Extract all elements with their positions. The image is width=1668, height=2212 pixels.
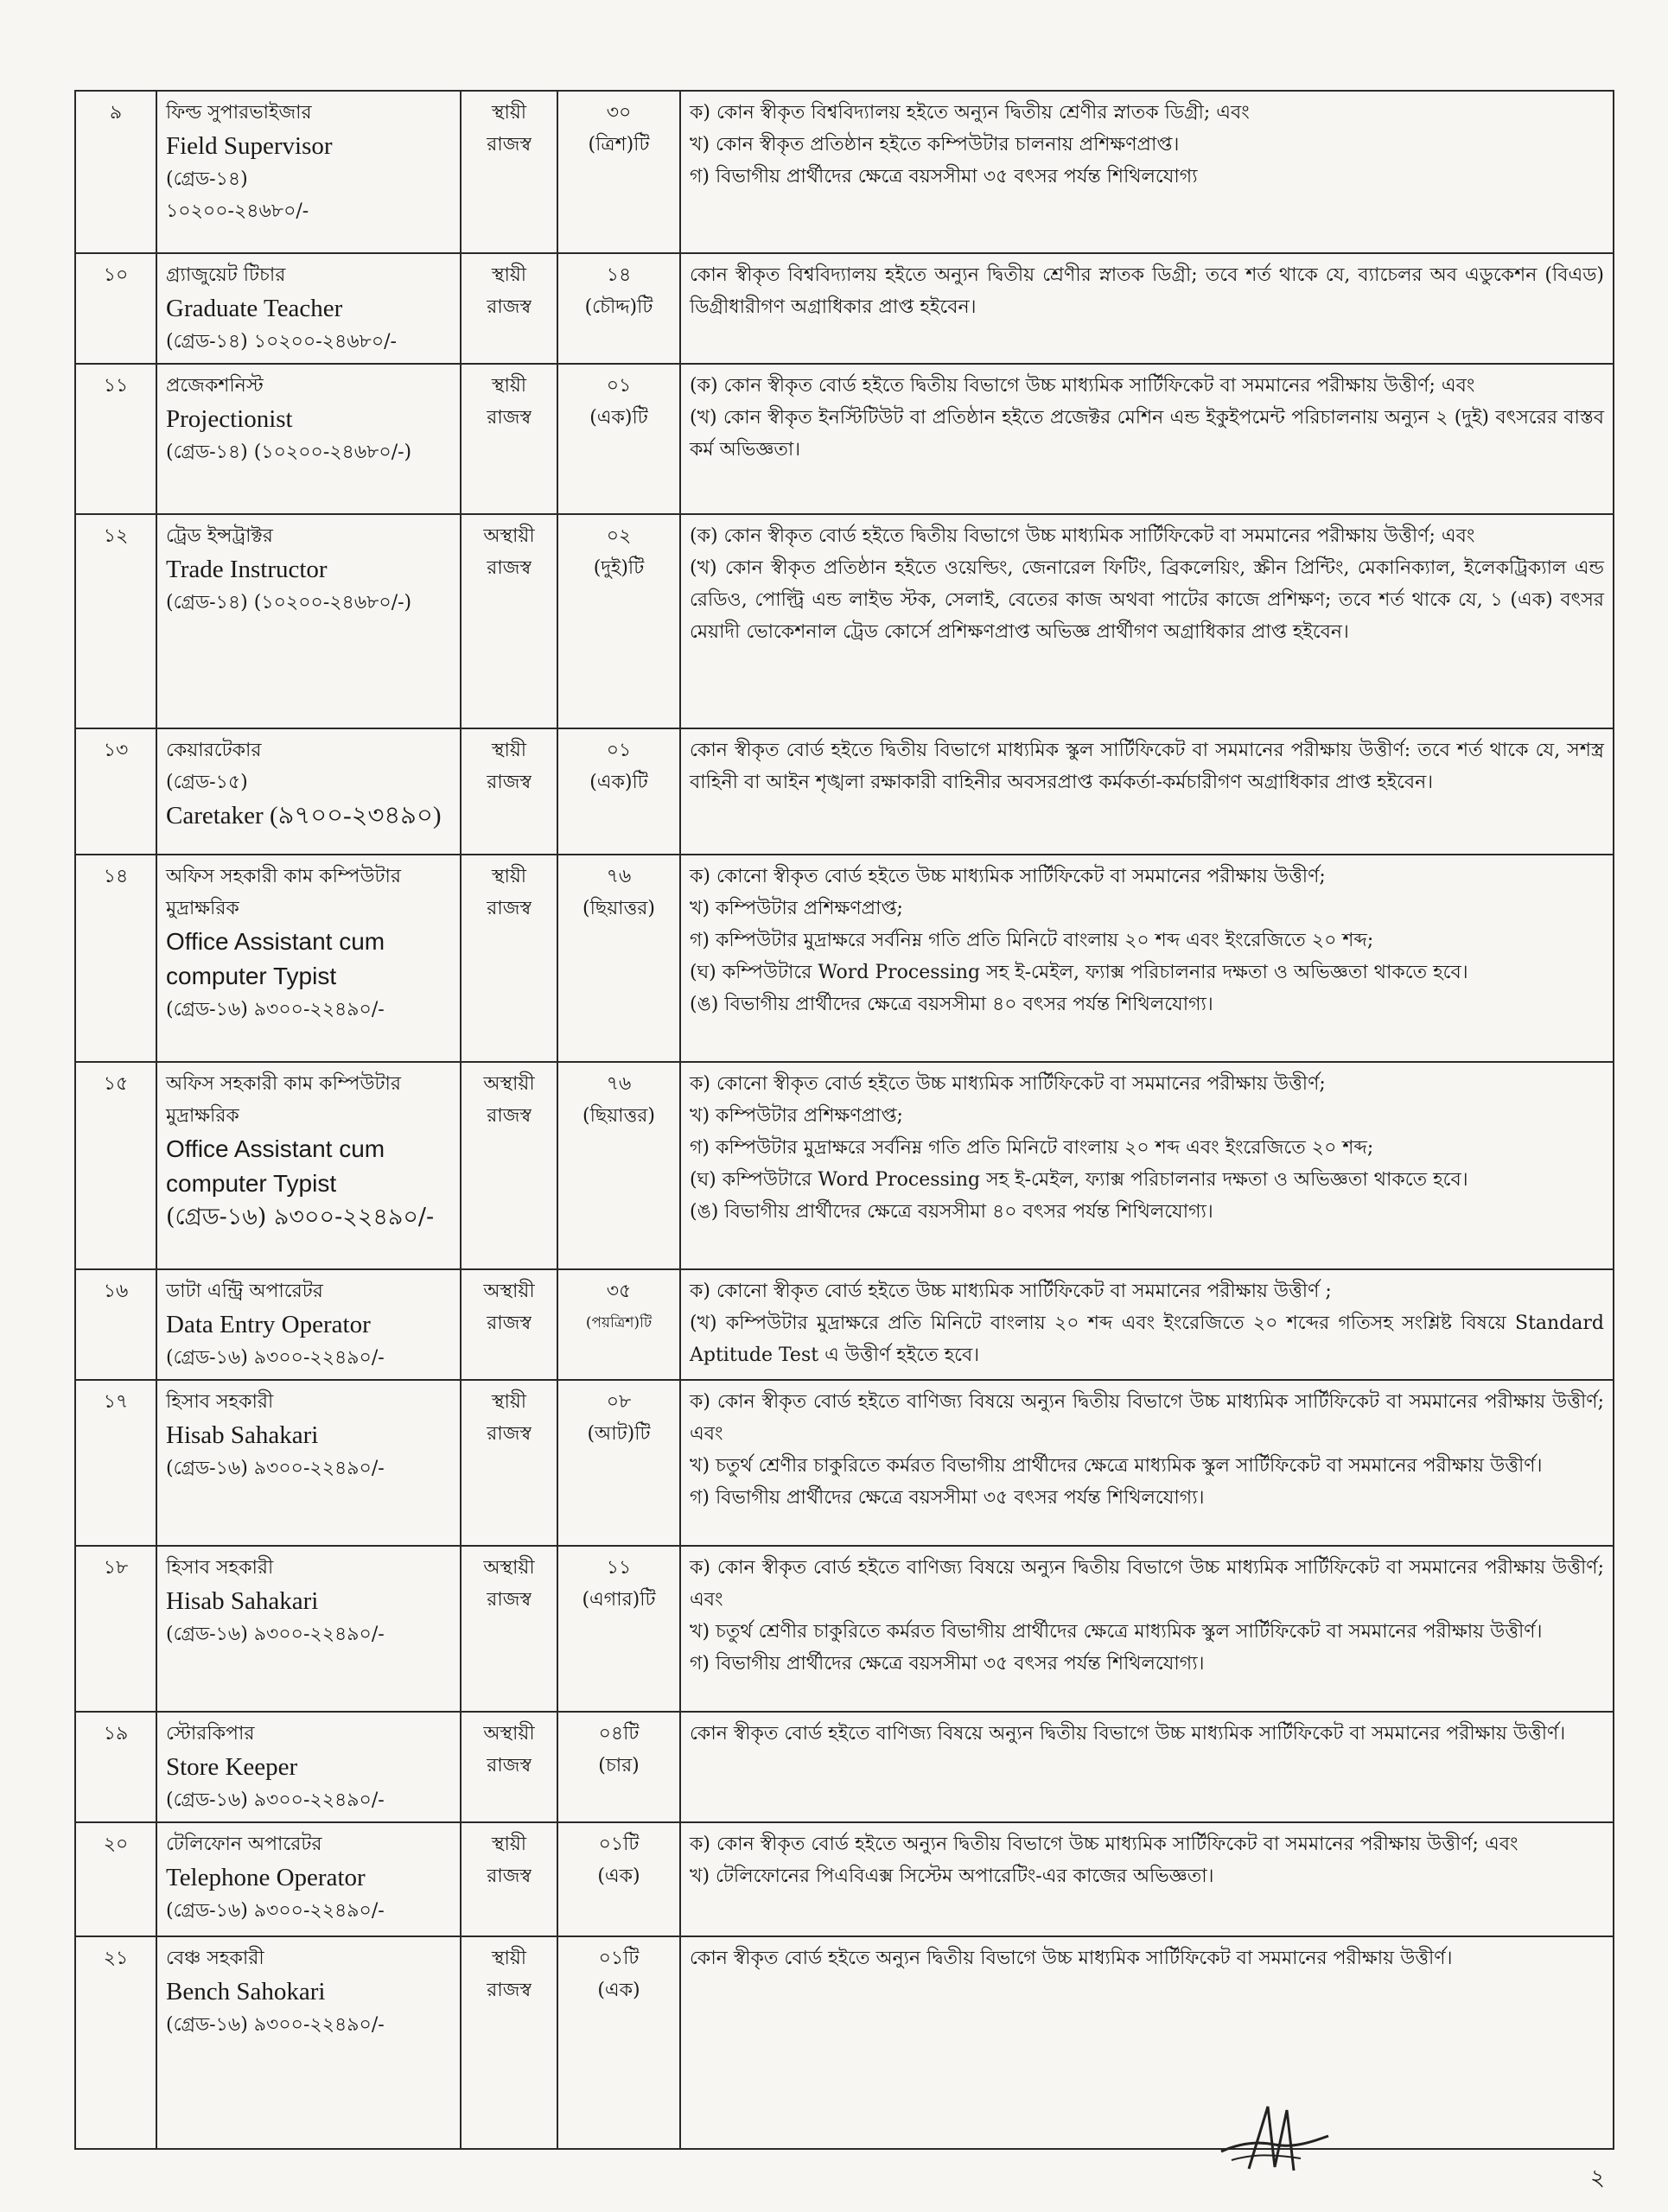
post-name-en: Trade Instructor [166, 556, 328, 583]
post-type: অস্থায়ী [483, 1557, 535, 1579]
post-count: (এক)টি [589, 772, 648, 793]
serial-number: ৯ [109, 102, 123, 124]
serial-cell [75, 1712, 156, 1822]
post-count: ০৮ [606, 1391, 632, 1413]
post-name-bn: প্রজেকশনিস্ট [166, 375, 264, 397]
qualification-cell [680, 1269, 1614, 1380]
post-type: রাজস্ব [487, 1980, 532, 2001]
post-grade: (গ্রেড-১৫) [166, 772, 248, 793]
serial-number: ১৮ [103, 1557, 129, 1579]
post-count-cell [557, 1936, 680, 2149]
post-type: রাজস্ব [487, 1866, 532, 1887]
qualification-item: ক) কোনো স্বীকৃত বোর্ড হইতে উচ্চ মাধ্যমিক সার্টিফিকেট বা সমমানের পরীক্ষায় উত্তীর্ণ; [690, 866, 1326, 887]
table-row [75, 1269, 1614, 1380]
serial-cell [75, 1822, 156, 1936]
post-cell [156, 1822, 461, 1936]
post-type: অস্থায়ী [483, 1073, 535, 1095]
post-count: ৭৬ [606, 1073, 632, 1095]
qualification-item: খ) টেলিফোনের পিএবিএক্স সিস্টেম অপারেটিং-এর কাজের অভিজ্ঞতা। [690, 1866, 1214, 1887]
post-grade: ১০২০০-২৪৬৮০/- [166, 200, 309, 222]
post-count: (আট)টি [587, 1423, 651, 1445]
table-row [75, 1062, 1614, 1269]
qualification-item: ক) কোন স্বীকৃত বিশ্ববিদ্যালয় হইতে অন্যুন দ্বিতীয় শ্রেণীর স্নাতক ডিগ্রী; এবং [690, 102, 1250, 124]
serial-cell [75, 1936, 156, 2149]
table-row [75, 1380, 1614, 1546]
post-count: (ছিয়াত্তর) [583, 1105, 655, 1127]
serial-number: ১৫ [103, 1073, 129, 1095]
post-name-bn: বেঞ্চ সহকারী [166, 1948, 264, 1969]
qualification-item: কোন স্বীকৃত বোর্ড হইতে বাণিজ্য বিষয়ে অন্যুন দ্বিতীয় বিভাগে উচ্চ মাধ্যমিক সার্টিফিকেট বা সমমানের পরীক্ষায় উত্তীর্ণ। [690, 1723, 1566, 1745]
post-grade: (গ্রেড-১৪) (১০২০০-২৪৬৮০/-) [166, 592, 412, 613]
serial-cell [75, 1269, 156, 1380]
post-name-bn: ডাটা এন্ট্রি অপারেটর [166, 1281, 323, 1302]
qualification-item: ক) কোনো স্বীকৃত বোর্ড হইতে উচ্চ মাধ্যমিক সার্টিফিকেট বা সমমানের পরীক্ষায় উত্তীর্ণ ; [690, 1281, 1332, 1302]
post-type: রাজস্ব [487, 772, 532, 793]
table-row [75, 91, 1614, 253]
qualification-item: গ) বিভাগীয় প্রার্থীদের ক্ষেত্রে বয়সসীমা ৩৫ বৎসর পর্যন্ত শিথিলযোগ্য। [690, 1487, 1205, 1509]
post-name-bn: টেলিফোন অপারেটর [166, 1834, 322, 1855]
post-count: (পয়ত্রিশ)টি [585, 1314, 653, 1332]
post-type: রাজস্ব [487, 1313, 532, 1334]
post-grade: (গ্রেড-১৬) ৯৩০০-২২৪৯০/- [166, 1204, 435, 1230]
qualification-cell [680, 253, 1614, 364]
qualification-item: (খ) কোন স্বীকৃত প্রতিষ্ঠান হইতে ওয়েল্ডিং, জেনারেল ফিটিং, ব্রিকলেয়িং, স্ক্রীন প্রিন্টিং, মেকানিক্যাল, ইলেকট্রিক্যাল এন্ড রেডিও, পোল্ট্রি এন্ড লাইভ স্টক, সেলাই, বেতের কাজ অথবা পাটের কাজে প্রশিক্ষণ; তবে শর্ত থাকে যে, ১ (এক) বৎসর মেয়াদী ভোকেশনাল ট্রেড কোর্সে প্রশিক্ষণপ্রাপ্ত অভিজ্ঞ প্রার্থীগণ অগ্রাধিকার প্রাপ্ত হইবেন। [690, 557, 1604, 643]
post-count: ৭৬ [606, 866, 632, 887]
post-type: রাজস্ব [487, 1105, 532, 1127]
table-row [75, 855, 1614, 1062]
post-type: রাজস্ব [487, 898, 532, 919]
qualification-cell [680, 1936, 1614, 2149]
post-type: স্থায়ী [491, 102, 527, 124]
post-cell [156, 253, 461, 364]
serial-cell [75, 253, 156, 364]
post-grade: (গ্রেড-১৬) ৯৩০০-২২৪৯০/- [166, 2014, 385, 2036]
post-type: রাজস্ব [487, 557, 532, 579]
signature [1214, 2091, 1335, 2186]
post-name-en: Office Assistant cum computer Typist [166, 928, 385, 989]
post-cell [156, 1546, 461, 1712]
qualification-cell [680, 855, 1614, 1062]
post-grade: (গ্রেড-১৬) ৯৩০০-২২৪৯০/- [166, 999, 385, 1020]
post-name-bn: ট্রেড ইন্সট্রাক্টর [166, 525, 273, 547]
serial-number: ১২ [103, 525, 129, 547]
serial-cell [75, 728, 156, 855]
serial-number: ১৭ [103, 1391, 129, 1413]
qualification-cell [680, 1546, 1614, 1712]
post-count: ০১টি [598, 1834, 640, 1855]
post-cell [156, 1269, 461, 1380]
table-row [75, 1546, 1614, 1712]
qualification-item: ক) কোন স্বীকৃত বোর্ড হইতে বাণিজ্য বিষয়ে অন্যুন দ্বিতীয় বিভাগে উচ্চ মাধ্যমিক সার্টিফিকেট বা সমমানের পরীক্ষায় উত্তীর্ণ; এবং [690, 1391, 1604, 1445]
serial-cell [75, 1380, 156, 1546]
serial-cell [75, 1062, 156, 1269]
post-cell [156, 1062, 461, 1269]
post-name-bn: হিসাব সহকারী [166, 1557, 274, 1579]
post-count-cell [557, 514, 680, 728]
qualification-item: গ) বিভাগীয় প্রার্থীদের ক্ষেত্রে বয়সসীমা ৩৫ বৎসর পর্যন্ত শিথিলযোগ্য। [690, 1653, 1205, 1675]
post-name-bn: হিসাব সহকারী [166, 1391, 274, 1413]
serial-number: ২১ [103, 1948, 129, 1969]
qualification-cell [680, 1822, 1614, 1936]
table-row [75, 514, 1614, 728]
post-type-cell [461, 1269, 557, 1380]
post-count: ০৪টি [598, 1723, 640, 1745]
post-count: ১১ [606, 1557, 632, 1579]
post-type-cell [461, 364, 557, 514]
post-grade: (গ্রেড-১৬) ৯৩০০-২২৪৯০/- [166, 1347, 385, 1369]
serial-cell [75, 855, 156, 1062]
post-grade: (গ্রেড-১৬) ৯৩০০-২২৪৯০/- [166, 1624, 385, 1645]
post-type: স্থায়ী [491, 375, 527, 397]
post-type-cell [461, 91, 557, 253]
serial-number: ২০ [103, 1834, 129, 1855]
serial-number: ১৩ [103, 740, 129, 761]
post-cell [156, 1712, 461, 1822]
qualification-cell [680, 514, 1614, 728]
serial-number: ১৪ [103, 866, 129, 887]
qualification-item: (খ) কোন স্বীকৃত ইনস্টিটিউট বা প্রতিষ্ঠান হইতে প্রজেক্টর মেশিন এন্ড ইকুইপমেন্ট পরিচালনায় অন্যুন ২ (দুই) বৎসরের বাস্তব কর্ম অভিজ্ঞতা। [690, 407, 1604, 461]
post-type-cell [461, 1712, 557, 1822]
post-type-cell [461, 1936, 557, 2149]
post-count: ০২ [606, 525, 632, 547]
post-count: (ত্রিশ)টি [588, 134, 650, 156]
post-name-en: Hisab Sahakari [166, 1587, 319, 1615]
post-type: অস্থায়ী [483, 1723, 535, 1745]
post-name-en: Graduate Teacher [166, 295, 343, 322]
qualification-item: (ঙ) বিভাগীয় প্রার্থীদের ক্ষেত্রে বয়সসীমা ৪০ বৎসর পর্যন্ত শিথিলযোগ্য। [690, 994, 1213, 1015]
post-count: (ছিয়াত্তর) [583, 898, 655, 919]
post-cell [156, 1936, 461, 2149]
post-count: (চৌদ্দ)টি [584, 296, 653, 318]
post-grade: (গ্রেড-১৪) [166, 168, 248, 190]
table-row [75, 1712, 1614, 1822]
post-type: রাজস্ব [487, 1589, 532, 1611]
post-type: স্থায়ী [491, 866, 527, 887]
post-name-bn: স্টোরকিপার [166, 1723, 255, 1745]
post-count-cell [557, 364, 680, 514]
post-type-cell [461, 253, 557, 364]
post-count-cell [557, 1380, 680, 1546]
post-grade: (গ্রেড-১৬) ৯৩০০-২২৪৯০/- [166, 1900, 385, 1922]
post-name-en: Bench Sahokari [166, 1978, 326, 2005]
qualification-item: খ) কোন স্বীকৃত প্রতিষ্ঠান হইতে কম্পিউটার চালনায় প্রশিক্ষণপ্রাপ্ত। [690, 134, 1180, 156]
qualification-item: গ) কম্পিউটার মুদ্রাক্ষরে সর্বনিম্ন গতি প্রতি মিনিটে বাংলায় ২০ শব্দ এবং ইংরেজিতে ২০ শব্দ; [690, 930, 1374, 951]
post-count: (এক)টি [589, 407, 648, 429]
post-cell [156, 364, 461, 514]
table-row [75, 364, 1614, 514]
post-name-en: Field Supervisor [166, 132, 333, 160]
post-cell [156, 1380, 461, 1546]
qualification-item: কোন স্বীকৃত বিশ্ববিদ্যালয় হইতে অন্যুন দ্বিতীয় শ্রেণীর স্নাতক ডিগ্রী; তবে শর্ত থাকে যে, ব্যাচেলর অব এডুকেশন (বিএড) ডিগ্রীধারীগণ অগ্রাধিকার প্রাপ্ত হইবেন। [690, 264, 1604, 318]
post-count: ৩০ [606, 102, 632, 124]
qualification-cell [680, 1712, 1614, 1822]
post-type: স্থায়ী [491, 1948, 527, 1969]
post-count: ০১ [606, 740, 632, 761]
post-count-cell [557, 855, 680, 1062]
qualification-item: (খ) কম্পিউটার মুদ্রাক্ষরে প্রতি মিনিটে বাংলায় ২০ শব্দ এবং ইংরেজিতে ২০ শব্দের গতিসহ সংশ্লিষ্ট বিষয়ে Standard Aptitude Test এ উত্তীর্ণ হইতে হবে। [690, 1313, 1604, 1366]
post-type-cell [461, 1062, 557, 1269]
post-name-bn: ফিল্ড সুপারভাইজার [166, 102, 312, 124]
post-name-en: Data Entry Operator [166, 1311, 371, 1338]
post-name-bn: অফিস সহকারী কাম কম্পিউটার মুদ্রাক্ষরিক [166, 1073, 401, 1127]
post-count: ৩৫ [606, 1281, 632, 1302]
qualification-cell [680, 728, 1614, 855]
job-table [74, 90, 1614, 2150]
post-type-cell [461, 1822, 557, 1936]
post-type: স্থায়ী [491, 1391, 527, 1413]
serial-cell [75, 1546, 156, 1712]
qualification-item: ক) কোন স্বীকৃত বোর্ড হইতে বাণিজ্য বিষয়ে অন্যুন দ্বিতীয় বিভাগে উচ্চ মাধ্যমিক সার্টিফিকেট বা সমমানের পরীক্ষায় উত্তীর্ণ; এবং [690, 1557, 1604, 1611]
post-count-cell [557, 1546, 680, 1712]
qualification-item: কোন স্বীকৃত বোর্ড হইতে দ্বিতীয় বিভাগে মাধ্যমিক স্কুল সার্টিফিকেট বা সমমানের পরীক্ষায় উত্তীর্ণ: তবে শর্ত থাকে যে, সশস্ত্র বাহিনী বা আইন শৃঙ্খলা রক্ষাকারী বাহিনীর অবসরপ্রাপ্ত কর্মকর্তা-কর্মচারীগণ অগ্রাধিকার প্রাপ্ত হইবেন। [690, 740, 1604, 793]
table-row [75, 1822, 1614, 1936]
post-type: রাজস্ব [487, 1755, 532, 1777]
post-name-en: Projectionist [166, 405, 293, 433]
qualification-item: খ) কম্পিউটার প্রশিক্ষণপ্রাপ্ত; [690, 1105, 903, 1127]
post-type-cell [461, 514, 557, 728]
post-count: (এক) [597, 1980, 640, 2001]
post-count: (এগার)টি [582, 1589, 656, 1611]
post-type: অস্থায়ী [483, 1281, 535, 1302]
post-count: (দুই)টি [593, 557, 645, 579]
post-name-bn: অফিস সহকারী কাম কম্পিউটার মুদ্রাক্ষরিক [166, 866, 401, 919]
qualification-item: (ঙ) বিভাগীয় প্রার্থীদের ক্ষেত্রে বয়সসীমা ৪০ বৎসর পর্যন্ত শিথিলযোগ্য। [690, 1201, 1213, 1223]
post-grade: (গ্রেড-১৪) (১০২০০-২৪৬৮০/-) [166, 442, 412, 463]
qualification-item: খ) কম্পিউটার প্রশিক্ষণপ্রাপ্ত; [690, 898, 903, 919]
job-table-body [75, 91, 1614, 2149]
post-count: ১৪ [606, 264, 632, 286]
post-count-cell [557, 1712, 680, 1822]
serial-cell [75, 91, 156, 253]
qualification-item: (ঘ) কম্পিউটারে Word Processing সহ ই-মেইল, ফ্যাক্স পরিচালনার দক্ষতা ও অভিজ্ঞতা থাকতে হবে। [690, 1169, 1468, 1191]
qualification-item: গ) কম্পিউটার মুদ্রাক্ষরে সর্বনিম্ন গতি প্রতি মিনিটে বাংলায় ২০ শব্দ এবং ইংরেজিতে ২০ শব্দ; [690, 1137, 1374, 1159]
post-count-cell [557, 253, 680, 364]
post-grade: (গ্রেড-১৬) ৯৩০০-২২৪৯০/- [166, 1789, 385, 1811]
post-type: স্থায়ী [491, 740, 527, 761]
qualification-item: কোন স্বীকৃত বোর্ড হইতে অন্যুন দ্বিতীয় বিভাগে উচ্চ মাধ্যমিক সার্টিফিকেট বা সমমানের পরীক্ষায় উত্তীর্ণ। [690, 1948, 1453, 1969]
post-name-en: Telephone Operator [166, 1864, 366, 1891]
post-count: (চার) [598, 1755, 640, 1777]
qualification-item: খ) চতুর্থ শ্রেণীর চাকুরিতে কর্মরত বিভাগীয় প্রার্থীদের ক্ষেত্রে মাধ্যমিক স্কুল সার্টিফিকেট বা সমমানের পরীক্ষায় উত্তীর্ণ। [690, 1455, 1543, 1477]
qualification-item: গ) বিভাগীয় প্রার্থীদের ক্ষেত্রে বয়সসীমা ৩৫ বৎসর পর্যন্ত শিথিলযোগ্য [690, 166, 1198, 188]
qualification-cell [680, 91, 1614, 253]
qualification-item: খ) চতুর্থ শ্রেণীর চাকুরিতে কর্মরত বিভাগীয় প্রার্থীদের ক্ষেত্রে মাধ্যমিক স্কুল সার্টিফিকেট বা সমমানের পরীক্ষায় উত্তীর্ণ। [690, 1621, 1543, 1643]
post-count-cell [557, 1822, 680, 1936]
serial-number: ১৯ [103, 1723, 129, 1745]
qualification-cell [680, 1380, 1614, 1546]
post-count: ০১ [606, 375, 632, 397]
post-count-cell [557, 1062, 680, 1269]
post-grade: (গ্রেড-১৬) ৯৩০০-২২৪৯০/- [166, 1458, 385, 1479]
page-number: ২ [1590, 2165, 1605, 2191]
table-row [75, 253, 1614, 364]
post-type: অস্থায়ী [483, 525, 535, 547]
post-type-cell [461, 1380, 557, 1546]
post-cell [156, 728, 461, 855]
qualification-item: ক) কোন স্বীকৃত বোর্ড হইতে অন্যুন দ্বিতীয় বিভাগে উচ্চ মাধ্যমিক সার্টিফিকেট বা সমমানের পরীক্ষায় উত্তীর্ণ; এবং [690, 1834, 1518, 1855]
post-name-en: Store Keeper [166, 1753, 298, 1781]
post-type-cell [461, 855, 557, 1062]
post-cell [156, 855, 461, 1062]
post-name-en: Caretaker (৯৭০০-২৩৪৯০) [166, 802, 442, 830]
post-type: রাজস্ব [487, 296, 532, 318]
serial-number: ১৬ [103, 1281, 129, 1302]
post-name-en: Hisab Sahakari [166, 1421, 319, 1449]
serial-cell [75, 364, 156, 514]
post-count-cell [557, 91, 680, 253]
post-count-cell [557, 1269, 680, 1380]
table-row [75, 728, 1614, 855]
post-type: রাজস্ব [487, 407, 532, 429]
serial-cell [75, 514, 156, 728]
qualification-item: ক) কোনো স্বীকৃত বোর্ড হইতে উচ্চ মাধ্যমিক সার্টিফিকেট বা সমমানের পরীক্ষায় উত্তীর্ণ; [690, 1073, 1326, 1095]
qualification-cell [680, 1062, 1614, 1269]
post-name-bn: কেয়ারটেকার [166, 740, 262, 761]
post-grade: (গ্রেড-১৪) ১০২০০-২৪৬৮০/- [166, 331, 397, 353]
qualification-item: (ক) কোন স্বীকৃত বোর্ড হইতে দ্বিতীয় বিভাগে উচ্চ মাধ্যমিক সার্টিফিকেট বা সমমানের পরীক্ষায় উত্তীর্ণ; এবং [690, 525, 1475, 547]
post-cell [156, 91, 461, 253]
post-cell [156, 514, 461, 728]
post-type: স্থায়ী [491, 264, 527, 286]
post-type-cell [461, 728, 557, 855]
post-name-en: Office Assistant cum computer Typist [166, 1135, 385, 1197]
post-type: রাজস্ব [487, 1423, 532, 1445]
post-type: স্থায়ী [491, 1834, 527, 1855]
post-count: (এক) [597, 1866, 640, 1887]
serial-number: ১০ [103, 264, 129, 286]
post-count-cell [557, 728, 680, 855]
post-type-cell [461, 1546, 557, 1712]
serial-number: ১১ [103, 375, 129, 397]
post-count: ০১টি [598, 1948, 640, 1969]
post-type: রাজস্ব [487, 134, 532, 156]
post-name-bn: গ্র্যাজুয়েট টিচার [166, 264, 286, 286]
qualification-cell [680, 364, 1614, 514]
qualification-item: (ক) কোন স্বীকৃত বোর্ড হইতে দ্বিতীয় বিভাগে উচ্চ মাধ্যমিক সার্টিফিকেট বা সমমানের পরীক্ষায় উত্তীর্ণ; এবং [690, 375, 1475, 397]
qualification-item: (ঘ) কম্পিউটারে Word Processing সহ ই-মেইল, ফ্যাক্স পরিচালনার দক্ষতা ও অভিজ্ঞতা থাকতে হবে। [690, 962, 1468, 983]
table-row [75, 1936, 1614, 2149]
